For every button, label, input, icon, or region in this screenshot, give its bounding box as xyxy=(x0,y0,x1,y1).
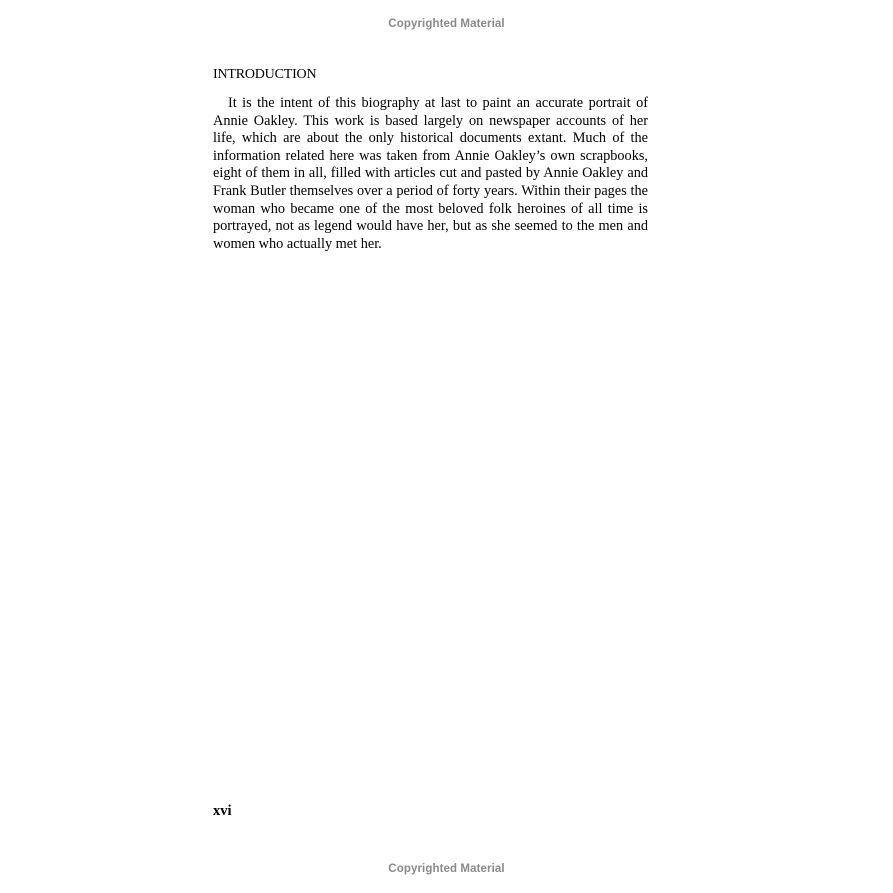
introduction-paragraph: It is the intent of this biography at last to paint an accurate portrait of Annie Oakley. This work is based largely on newspaper accounts of her life, which are about the only historical documents extant. Much of the information related here was taken from Annie Oakley’s own scrapbooks, eight of them in all, filled with articles cut and pasted by Annie Oakley and Frank Butler themselves over a period of forty years. Within their pages the woman who became one of the most beloved folk heroines of all time is portrayed, not as legend would have her, but as she seemed to the men and women who actually met her. xyxy=(213,95,648,252)
copyright-watermark-bottom: Copyrighted Material xyxy=(388,863,505,875)
page-number: xvi xyxy=(213,803,232,819)
copyright-watermark-top: Copyrighted Material xyxy=(388,18,505,30)
section-heading: INTRODUCTION xyxy=(213,67,317,82)
page-content xyxy=(213,66,648,253)
